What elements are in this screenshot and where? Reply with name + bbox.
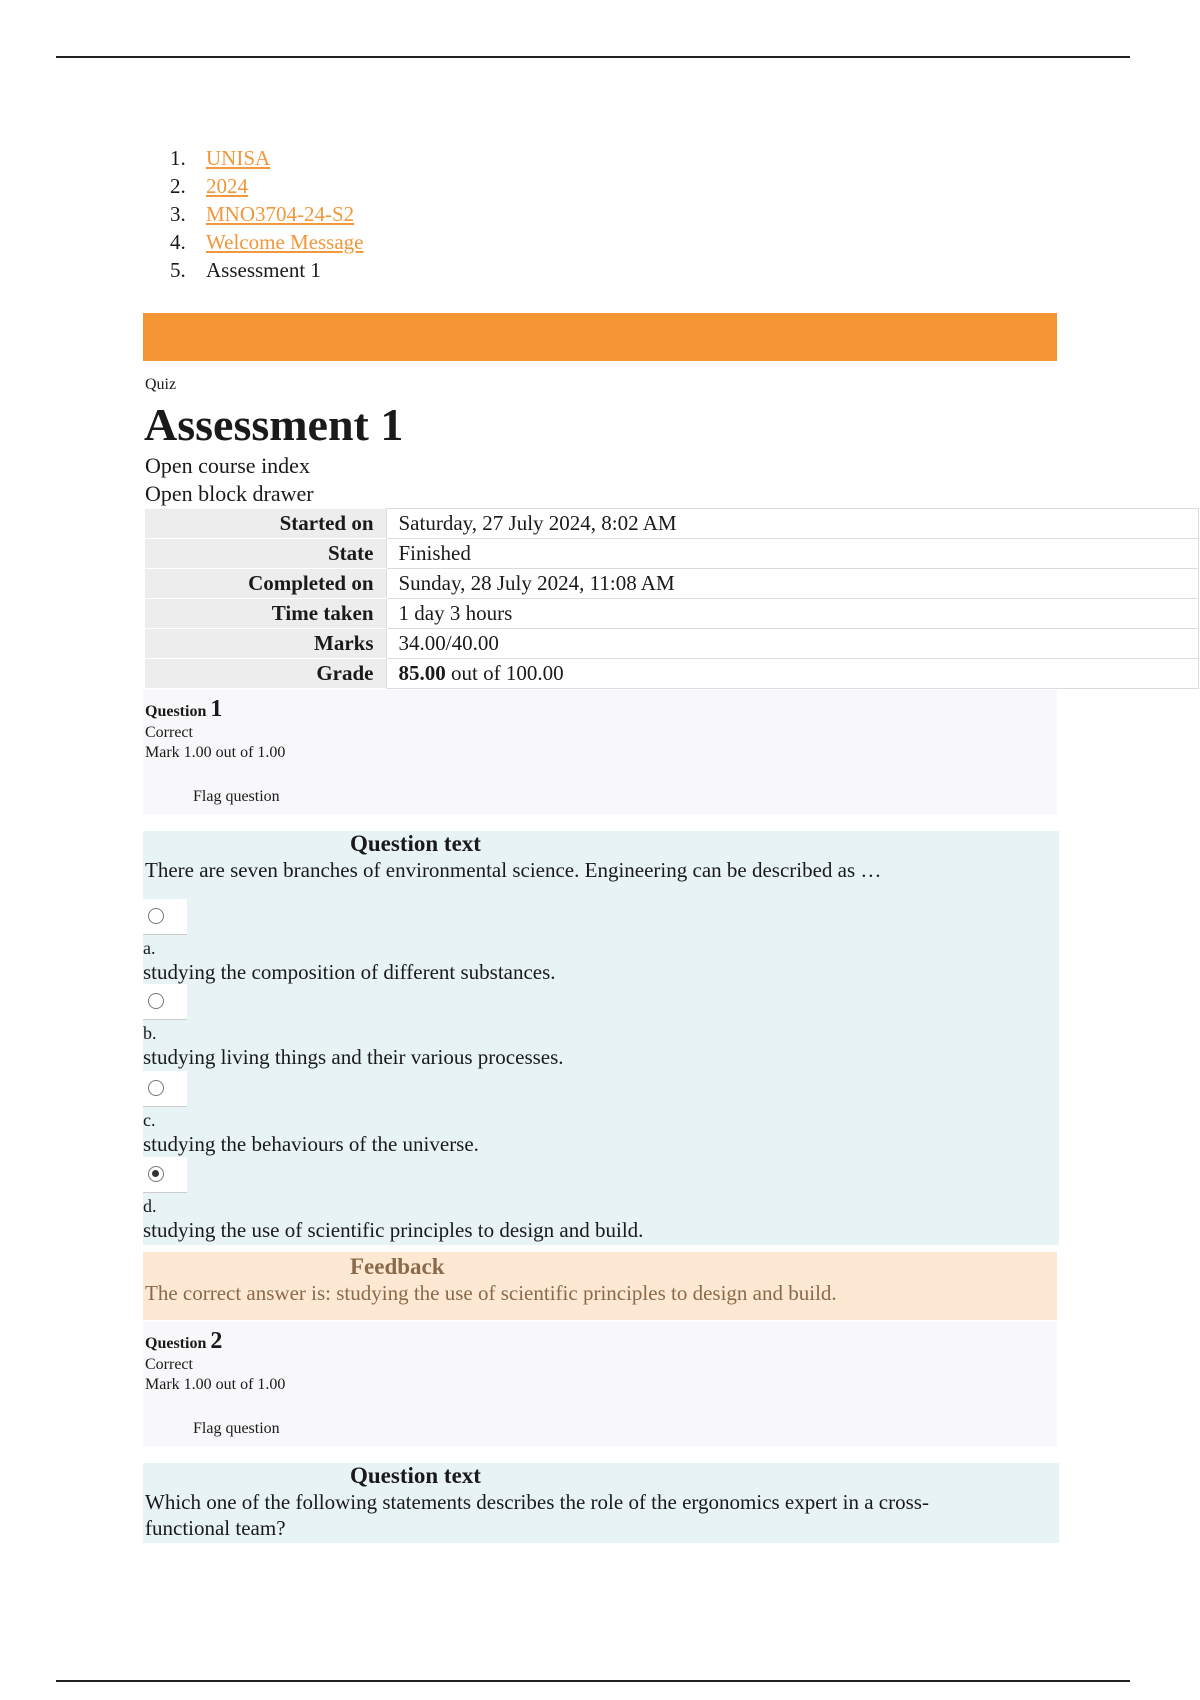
question-number: 1	[210, 696, 223, 722]
table-row	[145, 509, 1198, 539]
option-letter: a.	[143, 938, 156, 958]
breadcrumb-link-year[interactable]: 2024	[206, 174, 248, 198]
option-text: studying living things and their various processes.	[143, 1045, 564, 1069]
option-letter: c.	[143, 1110, 156, 1130]
breadcrumb-link-welcome[interactable]: Welcome Message	[206, 230, 364, 254]
answer-option-a	[143, 899, 556, 985]
summary-label: Started on	[145, 509, 386, 539]
table-row	[145, 629, 1198, 659]
radio-button-a[interactable]	[148, 908, 164, 924]
summary-value: Sunday, 28 July 2024, 11:08 AM	[386, 569, 1198, 599]
option-text: studying the composition of different substances.	[143, 960, 556, 984]
breadcrumb-link-course[interactable]: MNO3704-24-S2	[206, 202, 355, 226]
summary-label: Marks	[145, 629, 386, 659]
table-row	[145, 539, 1198, 569]
flag-question-button[interactable]: Flag question	[193, 1420, 280, 1437]
question-mark: Mark 1.00 out of 1.00	[145, 1376, 286, 1393]
summary-label: Completed on	[145, 569, 386, 599]
question-status: Correct	[145, 1356, 193, 1373]
feedback-text: The correct answer is: studying the use of scientific principles to design and build.	[145, 1281, 837, 1305]
breadcrumb-current: Assessment 1	[206, 258, 321, 282]
question-2-info	[143, 1322, 1057, 1446]
summary-label: Time taken	[145, 599, 386, 629]
page-kicker: Quiz	[145, 376, 177, 393]
breadcrumb-item: 3. MNO3704-24-S2	[170, 202, 355, 226]
breadcrumb	[170, 144, 364, 284]
bottom-rule	[56, 1680, 1130, 1682]
summary-value: 1 day 3 hours	[386, 599, 1198, 629]
breadcrumb-item: 4. Welcome Message	[170, 230, 364, 254]
question-prompt-line-1: Which one of the following statements describes the role of the ergonomics expert in a cross-	[145, 1490, 929, 1514]
table-row	[145, 599, 1198, 629]
page-title: Assessment 1	[144, 399, 404, 450]
question-2-text-panel	[143, 1463, 1059, 1543]
open-block-drawer-link[interactable]: Open block drawer	[145, 481, 314, 506]
feedback-heading: Feedback	[350, 1254, 445, 1279]
breadcrumb-item: 5. Assessment 1	[170, 258, 321, 282]
radio-button-c[interactable]	[148, 1080, 164, 1096]
option-text: studying the behaviours of the universe.	[143, 1132, 479, 1156]
flag-question-button[interactable]: Flag question	[193, 788, 280, 805]
answer-option-b	[143, 984, 564, 1070]
question-1-info	[143, 690, 1057, 814]
question-1-feedback	[143, 1252, 1057, 1320]
radio-button-b[interactable]	[148, 993, 164, 1009]
table-row	[145, 659, 1198, 689]
grade-out-of: out of 100.00	[445, 661, 564, 685]
question-label: Question	[145, 1335, 207, 1352]
question-number: 2	[210, 1328, 223, 1354]
summary-value: 34.00/40.00	[386, 629, 1198, 659]
header-banner	[143, 313, 1057, 361]
option-text: studying the use of scientific principles to design and build.	[143, 1218, 644, 1242]
question-mark: Mark 1.00 out of 1.00	[145, 744, 286, 761]
question-status: Correct	[145, 724, 193, 741]
option-letter: d.	[143, 1196, 157, 1216]
attempt-summary-table	[145, 508, 1199, 689]
option-letter: b.	[143, 1023, 157, 1043]
summary-label: State	[145, 539, 386, 569]
question-prompt: There are seven branches of environmental science. Engineering can be described as …	[145, 858, 882, 882]
summary-label: Grade	[145, 659, 386, 689]
breadcrumb-item: 1. UNISA	[170, 146, 271, 170]
breadcrumb-item: 2. 2024	[170, 174, 248, 198]
summary-value	[386, 659, 1198, 689]
top-rule	[56, 56, 1130, 58]
radio-button-d-selected[interactable]	[148, 1166, 164, 1182]
answer-option-c	[143, 1071, 479, 1157]
table-row	[145, 569, 1198, 599]
summary-value: Saturday, 27 July 2024, 8:02 AM	[386, 509, 1198, 539]
question-text-heading: Question text	[350, 831, 481, 856]
question-text-heading: Question text	[350, 1463, 481, 1488]
open-course-index-link[interactable]: Open course index	[145, 453, 310, 478]
question-prompt-line-2: functional team?	[145, 1516, 286, 1540]
grade-score: 85.00	[398, 661, 446, 685]
answer-option-d	[143, 1157, 643, 1243]
summary-value: Finished	[386, 539, 1198, 569]
question-label: Question	[145, 703, 207, 720]
breadcrumb-link-unisa[interactable]: UNISA	[206, 146, 271, 170]
